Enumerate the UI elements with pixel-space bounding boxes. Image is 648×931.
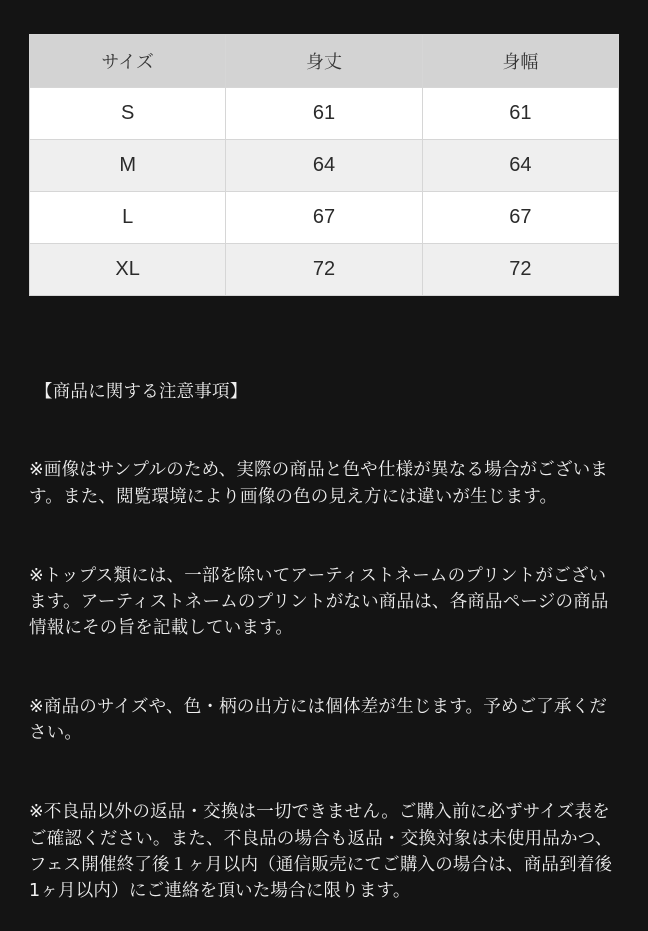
cell-size: S [30,88,226,140]
note-item: ※画像はサンプルのため、実際の商品と色や仕様が異なる場合がございます。また、閲覧環境により画像の色の見え方には違いが生じます。 [29,460,608,507]
cell-size: L [30,192,226,244]
cell-length: 72 [226,244,422,296]
cell-length: 67 [226,192,422,244]
product-notes [29,326,621,931]
size-table [29,34,619,296]
cell-width: 64 [422,140,618,192]
cell-length: 64 [226,140,422,192]
cell-width: 67 [422,192,618,244]
cell-width: 61 [422,88,618,140]
cell-size: M [30,140,226,192]
header-length: 身丈 [226,35,422,88]
size-table-header-row [30,35,619,88]
note-item: ※不良品以外の返品・交換は一切できません。ご購入前に必ずサイズ表をご確認ください。また、不良品の場合も返品・交換対象は未使用品かつ、フェス開催終了後１ヶ月以内（通信販売にてご購入の場合は、商品到着後1ヶ月以内）にご連絡を頂いた場合に限ります。 [29,802,613,902]
notes-heading: 【商品に関する注意事項】 [35,381,248,402]
cell-width: 72 [422,244,618,296]
table-row [30,192,619,244]
cell-length: 61 [226,88,422,140]
cell-size: XL [30,244,226,296]
header-width: 身幅 [422,35,618,88]
table-row [30,140,619,192]
header-size: サイズ [30,35,226,88]
note-item: ※トップス類には、一部を除いてアーティストネームのプリントがございます。アーティストネームのプリントがない商品は、各商品ページの商品情報にその旨を記載しています。 [29,565,609,639]
table-row [30,244,619,296]
note-item: ※商品のサイズや、色・柄の出方には個体差が生じます。予めご了承ください。 [29,697,608,744]
table-row [30,88,619,140]
